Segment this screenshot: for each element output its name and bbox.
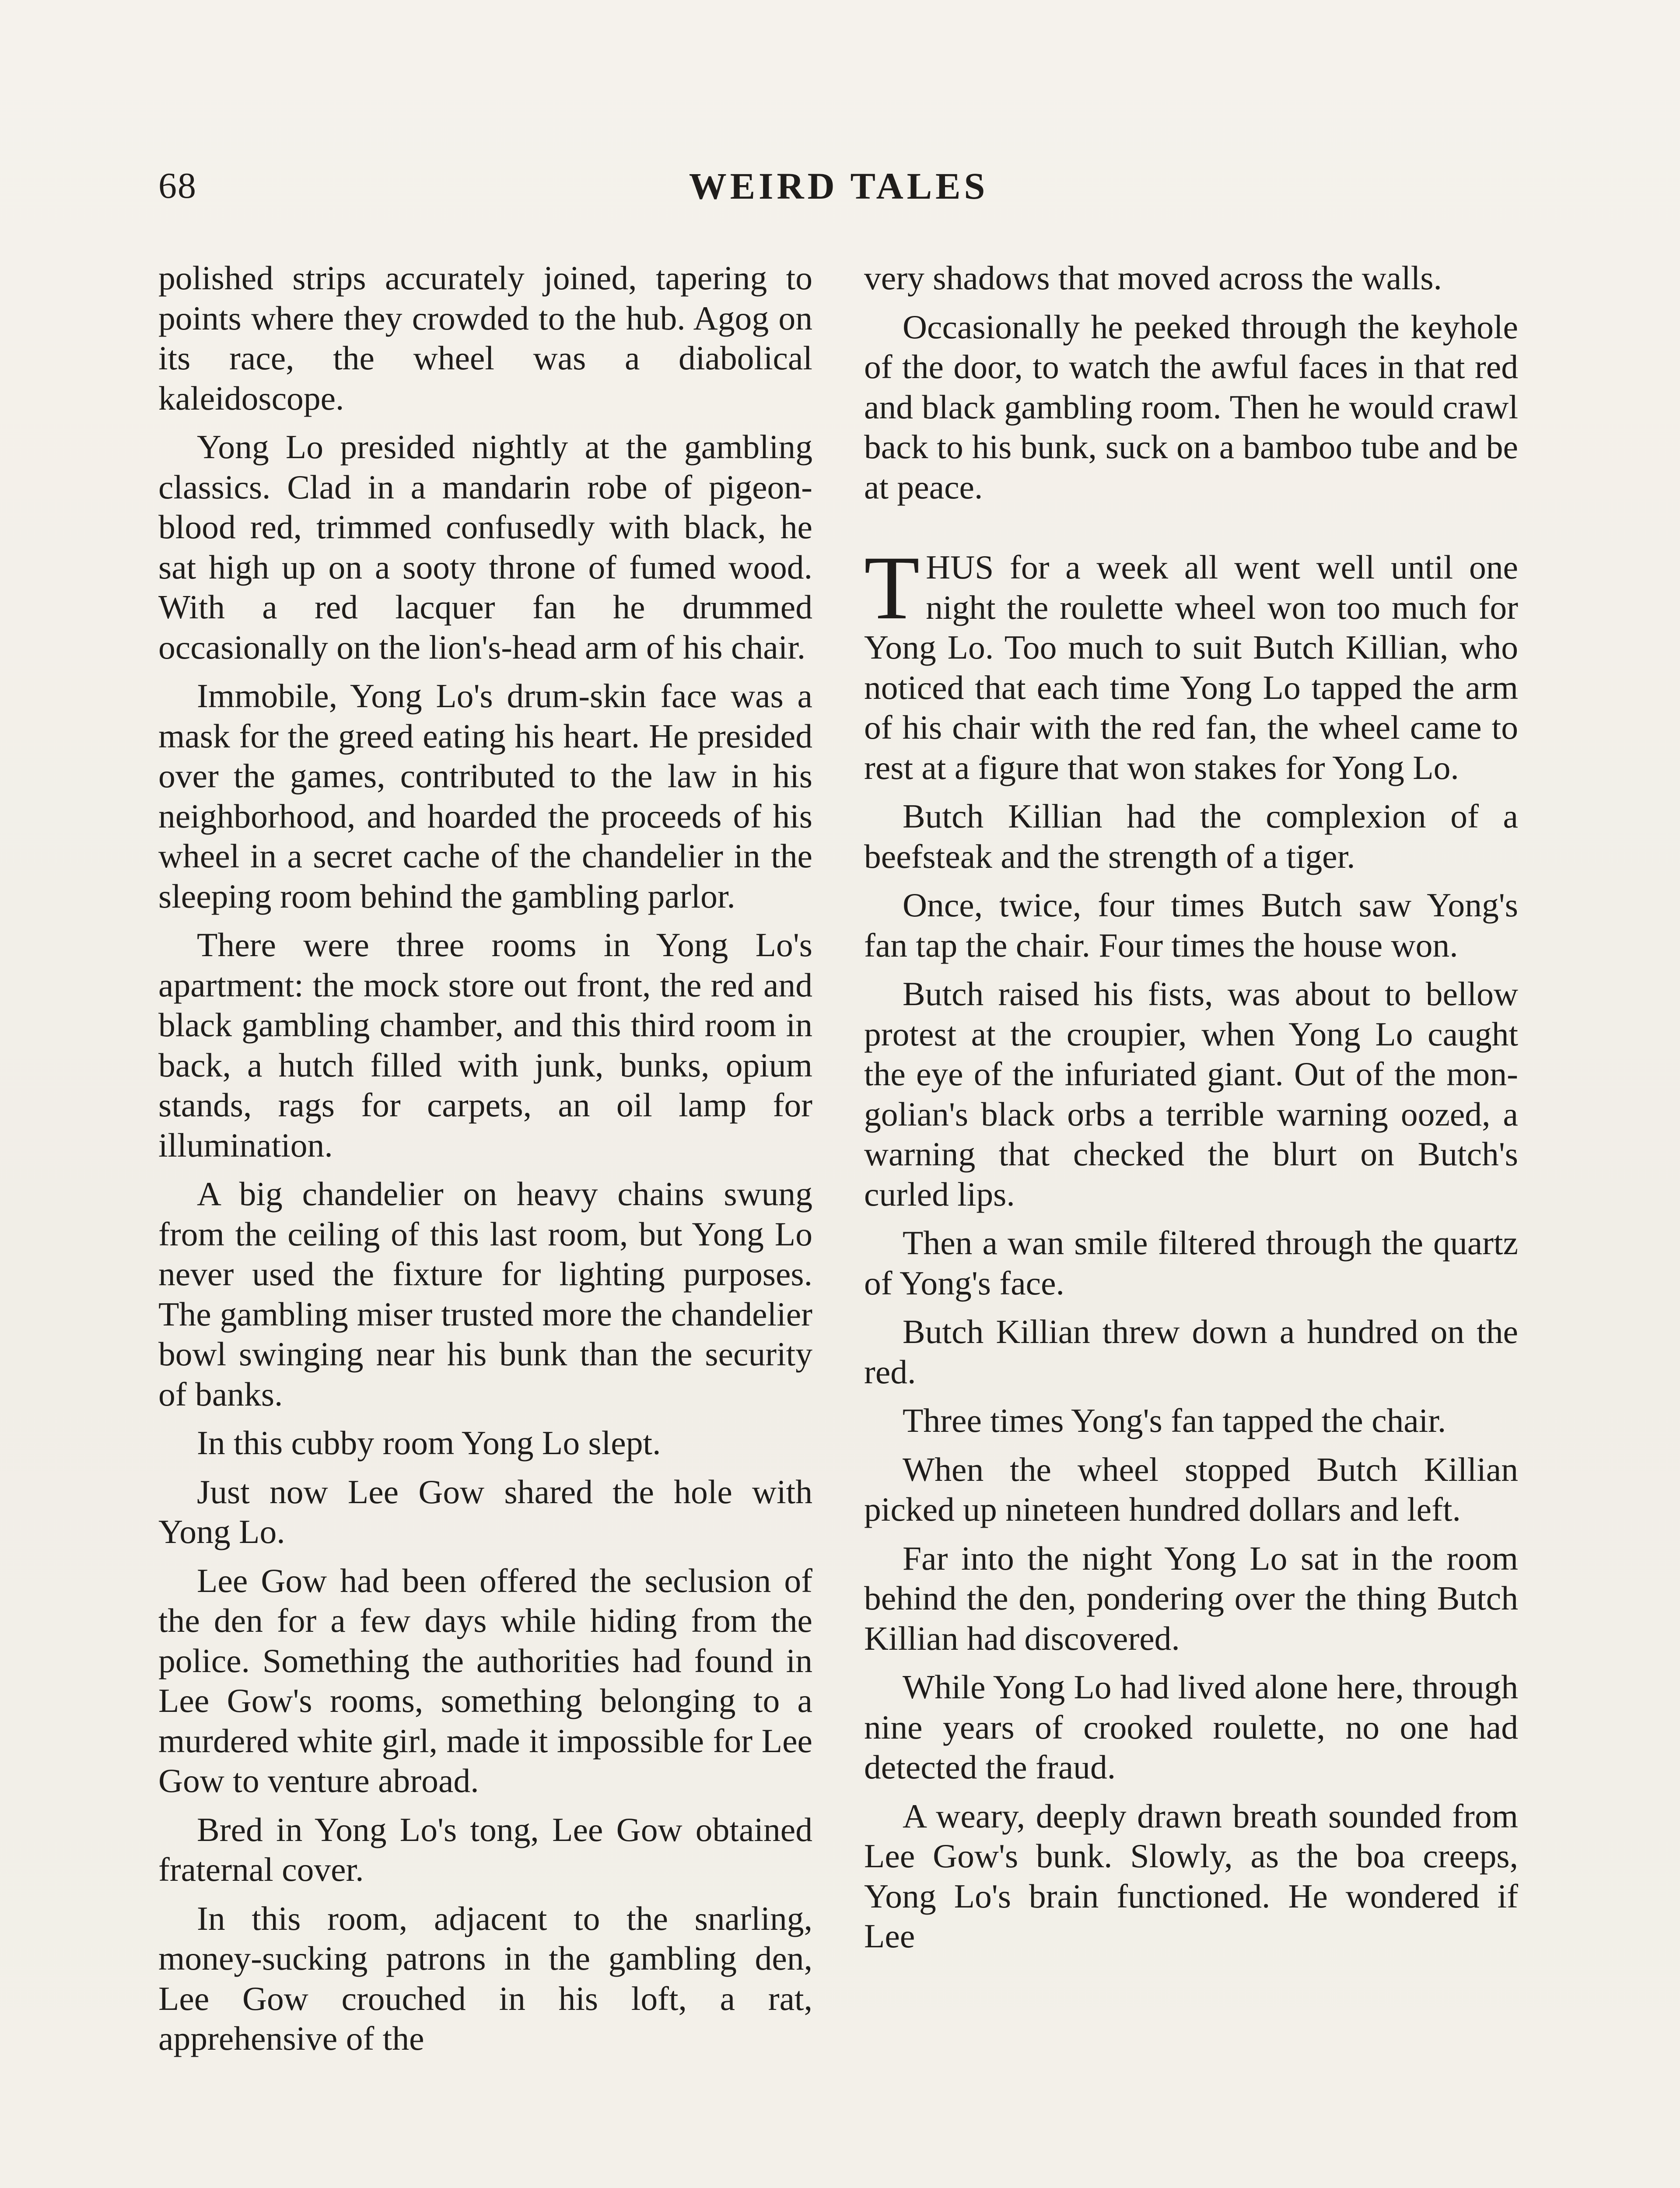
paragraph: There were three rooms in Yong Lo's apartment: the mock store out front, the red and black gambling chamber, and this third room in back, a hutch filled with junk, bunks, opium stands, rags for carpets, an oil lamp for illumination. — [158, 926, 812, 1164]
paragraph: Yong Lo presided nightly at the gambling classics. Clad in a mandarin robe of pigeon-blood red, trimmed confusedly with black, he sat high up on a sooty throne of fumed wood. With a red lacquer fan he drummed occasionally on the lion's-head arm of his chair. — [158, 428, 812, 666]
running-title: WEIRD TALES — [689, 165, 989, 207]
page-number: 68 — [158, 165, 197, 206]
paragraph: A big chandelier on heavy chains swung from the ceiling of this last room, but Yong Lo never used the fixture for lighting purposes. The gambling miser trusted more the chandelier bowl swinging near his bunk than the security of banks. — [158, 1175, 812, 1413]
paragraph: Bred in Yong Lo's tong, Lee Gow obtained fraternal cover. — [158, 1810, 812, 1888]
paragraph: Butch Killian had the complexion of a beefsteak and the strength of a tiger. — [864, 797, 1518, 875]
paragraph: A weary, deeply drawn breath sounded from Lee Gow's bunk. Slowly, as the boa creeps, Yong Lo's brain functioned. He wondered if Lee — [864, 1797, 1518, 1955]
page-header — [158, 162, 1519, 214]
paragraph: Lee Gow had been offered the seclusion of the den for a few days while hiding from the police. Something the authorities had found in Lee Gow's rooms, something belonging to a murdered white girl, made it impossible for Lee Gow to venture abroad. — [158, 1561, 812, 1799]
paragraph: Butch Killian threw down a hundred on the red. — [864, 1313, 1518, 1391]
paragraph: In this cubby room Yong Lo slept. — [197, 1424, 661, 1462]
left-column — [158, 258, 812, 2188]
paragraph: Immobile, Yong Lo's drum-skin face was a mask for the greed eating his heart. He presided over the games, contributed to the law in his neighborhood, and hoarded the proceeds of his wheel in a secret cache of the chandelier in the sleeping room behind the gambling parlor. — [158, 677, 812, 915]
paragraph: Then a wan smile filtered through the quartz of Yong's face. — [864, 1224, 1518, 1302]
paragraph: polished strips accurately joined, tapering to points where they crowded to the hub. Agog on its race, the wheel was a diabolical kaleidoscope. — [158, 259, 812, 417]
drop-cap: T — [864, 537, 920, 638]
paragraph: Just now Lee Gow shared the hole with Yong Lo. — [158, 1473, 812, 1550]
paragraph: Occasionally he peeked through the keyhole of the door, to watch the awful faces in that red and black gambling room. Then he would crawl back to his bunk, suck on a bamboo tube and be at peace. — [864, 308, 1518, 506]
paragraph: Butch raised his fists, was about to bellow protest at the croupier, when Yong Lo caught the eye of the infuriated giant. Out of the mongolian's black orbs a terrible warning oozed, a warning that checked the blurt on Butch's curled lips. — [864, 975, 1518, 1213]
paragraph: Once, twice, four times Butch saw Yong's fan tap the chair. Four times the house won. — [864, 886, 1518, 964]
paragraph: While Yong Lo had lived alone here, through nine years of crooked roulette, no one had detected the fraud. — [864, 1668, 1518, 1786]
paragraph: When the wheel stopped Butch Killian picked up nineteen hundred dollars and left. — [864, 1450, 1518, 1528]
paragraph: Three times Yong's fan tapped the chair. — [903, 1402, 1446, 1439]
section-opening-text: HUS for a week all went well until one night the roulette wheel won too much for Yong Lo. Too much to suit Butch Killian, who noticed that each time Yong Lo tapped the arm of his chair with the red fan, the wheel came to rest at a figure that won stakes for Yong Lo. — [864, 548, 1518, 786]
right-column — [864, 258, 1518, 2188]
section-opening-paragraph — [864, 537, 1518, 788]
paragraph: Far into the night Yong Lo sat in the room behind the den, pondering over the thing Butch Killian had discovered. — [864, 1539, 1518, 1657]
paragraph: In this room, adjacent to the snarling, money-sucking patrons in the gambling den, Lee Gow crouched in his loft, a rat, apprehensive of the — [158, 1899, 812, 2057]
paragraph-continuation: very shadows that moved across the walls. — [864, 259, 1442, 297]
